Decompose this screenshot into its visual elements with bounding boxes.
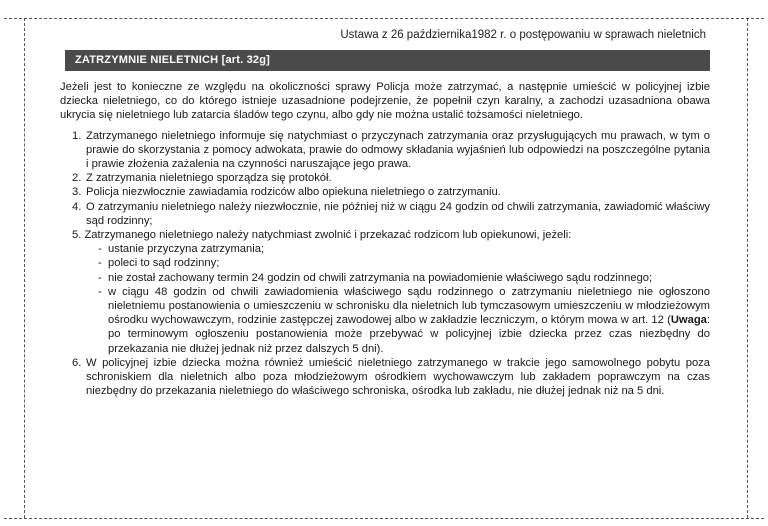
- item-text: Zatrzymanego nieletniego należy natychmiast zwolnić i przekazać rodzicom lub opiekunowi, jeżeli:: [84, 229, 572, 242]
- dash: -: [98, 285, 102, 298]
- note-label: Uwaga: [670, 314, 707, 327]
- sub-item-text: nie został zachowany termin 24 godzin od chwili zatrzymania na powiadomienie właściwego sądu rodzinnego;: [108, 271, 653, 284]
- document-body: [60, 80, 710, 398]
- sub-list-item: [72, 256, 710, 270]
- dash: -: [98, 271, 102, 284]
- item-text: O zatrzymaniu nieletniego należy niezwłocznie, nie później niż w ciągu 24 godzin od chwili zatrzymania, zawiadomić właściwy sąd rodzinny;: [86, 200, 710, 227]
- item-text: W policyjnej izbie dziecka można również umieścić nieletniego zatrzymanego w trakcie jego samowolnego pobytu poza schroniskiem dla nieletnich albo poza młodzieżowym ośrodkiem wychowawczym lub zakładem poprawczym na czas niezbędny do przekazania nieletniego do właściwego schroniska, ośrodka lub zakładu, nie dłużej jednak niż na 5 dni.: [86, 356, 710, 398]
- dash: -: [98, 243, 102, 256]
- item-number: 2.: [72, 172, 82, 185]
- dash: -: [98, 257, 102, 270]
- sub-item-text: ustanie przyczyna zatrzymania;: [108, 243, 265, 256]
- item-number: 4.: [72, 200, 82, 213]
- sub-item-text: : po terminowym ogłoszeniu postanowienia może przebywać w policyjnej izbie dziecka przez czas niezbędny do przekazania nie dłużej jednak niż przez dalszych 5 dni).: [108, 314, 710, 355]
- list-item: [60, 356, 710, 399]
- list-item: [60, 129, 710, 172]
- item-number: 6.: [72, 356, 82, 369]
- sub-item-text: w ciągu 48 godzin od chwili zawiadomienia właściwego sądu rodzinnego o zatrzymaniu nieletniego nie ogłoszono nieletniemu postanowienia o umieszczeniu w schronisku dla nieletnich lub tymczasowym umieszczeniu w młodzieżowym ośrodku wychowawczym, rodzinie zastępczej zawodowej albo w zakładzie leczniczym, o którym mowa w art. 12 (: [108, 285, 710, 327]
- numbered-list: [60, 129, 710, 399]
- document-header: Ustawa z 26 października1982 r. o postępowaniu w sprawach nieletnich: [340, 29, 706, 41]
- list-item: [60, 185, 710, 199]
- bottom-dashed-border: [4, 518, 764, 519]
- item-number: 3.: [72, 186, 82, 199]
- item-number: 1.: [72, 129, 82, 142]
- item-text: Zatrzymanego nieletniego informuje się natychmiast o przyczynach zatrzymania oraz przysługujących mu prawach, w tym o prawie do skorzystania z pomocy adwokata, prawie do odmowy składania wyjaśnień lub odpowiedzi na poszczególne pytania i prawie złożenia zażalenia na czynności naruszające jego prawa.: [86, 129, 710, 171]
- intro-paragraph: Jeżeli jest to konieczne ze względu na okoliczności sprawy Policja może zatrzymać, a następnie umieścić w policyjnej izbie dziecka nieletniego, co do którego istnieje uzasadnione podejrzenie, że popełnił czyn karalny, a zachodzi uzasadniona obawa ukrycia się nieletniego lub zatarcia śladów tego czynu, albo gdy nie można ustalić tożsamości nieletniego.: [60, 81, 710, 122]
- item-text: Policja niezwłocznie zawiadamia rodziców albo opiekuna nieletniego o zatrzymaniu.: [86, 186, 501, 199]
- sub-list-item: [72, 285, 710, 356]
- list-item: [60, 200, 710, 228]
- sub-list: [72, 242, 710, 356]
- list-item: [60, 228, 710, 356]
- sub-item-text: poleci to sąd rodzinny;: [108, 257, 220, 270]
- section-title: ZATRZYMNIE NIELETNICH [art. 32g]: [65, 50, 710, 71]
- list-item: [60, 171, 710, 185]
- item-number: 5.: [72, 229, 82, 242]
- sub-list-item: [72, 271, 710, 285]
- item-text: Z zatrzymania nieletniego sporządza się protokół.: [86, 172, 332, 185]
- sub-list-item: [72, 242, 710, 256]
